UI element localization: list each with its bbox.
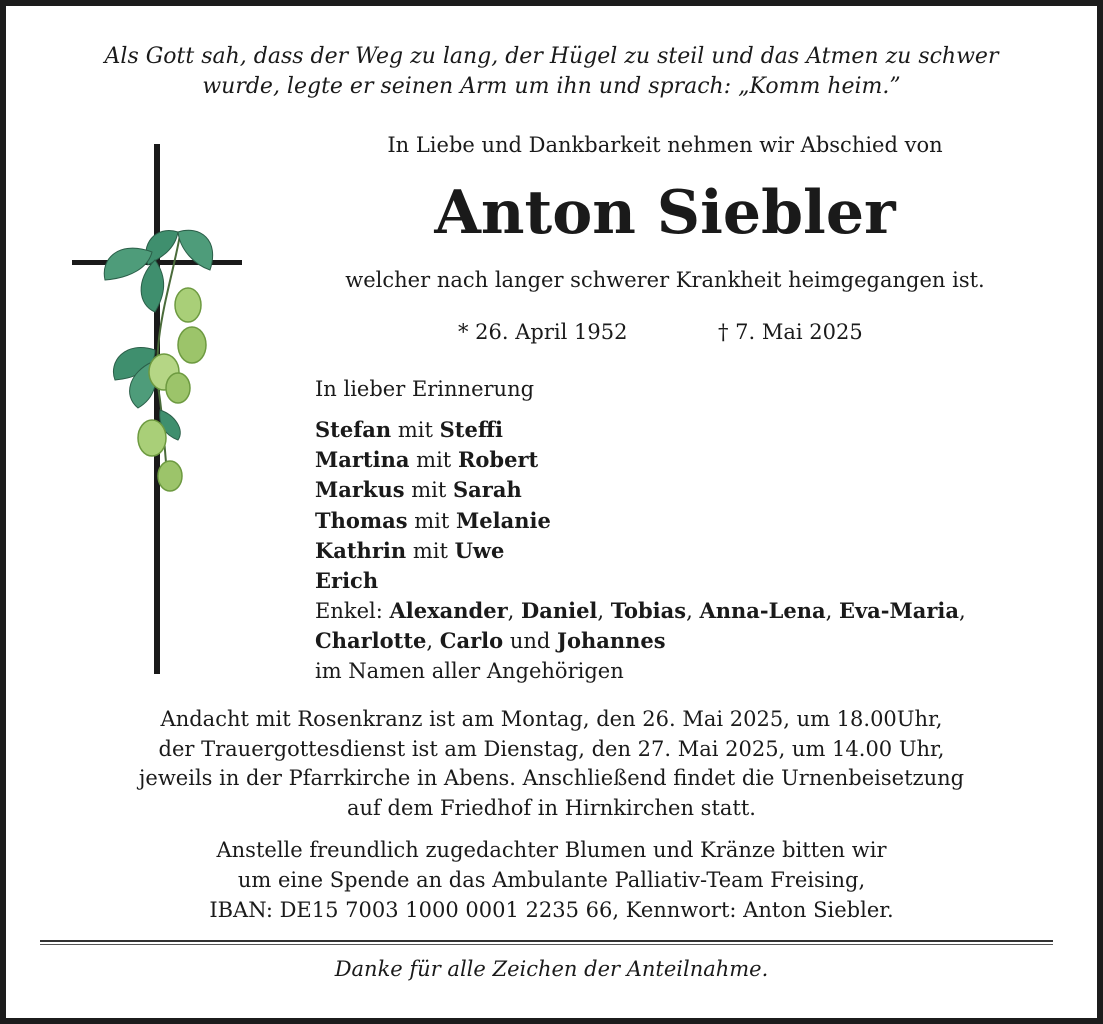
family-partner: Steffi (439, 417, 504, 442)
connector: mit (411, 478, 447, 503)
family-name: Thomas (315, 507, 408, 533)
family-line (315, 415, 1035, 445)
connector: mit (397, 418, 433, 442)
service-line: auf dem Friedhof in Hirnkirchen statt. (347, 795, 756, 820)
grandchildren-label: Enkel: (315, 599, 383, 624)
poem (40, 42, 1063, 102)
divider (40, 944, 1053, 945)
service-line: der Trauergottesdienst ist am Dienstag, den 27. Mai 2025, um 14.00 Uhr, (158, 736, 945, 761)
family-line (315, 566, 1035, 596)
family-partner: Uwe (454, 537, 505, 563)
family-name: Kathrin (315, 537, 407, 563)
poem-line-1: Als Gott sah, dass der Weg zu lang, der Hügel zu steil und das Atmen zu schwer (104, 44, 999, 69)
family-line (315, 475, 1035, 505)
death-date: † 7. Mai 2025 (718, 320, 863, 344)
connector: mit (416, 448, 452, 473)
connector: mit (412, 538, 448, 563)
family-line (315, 536, 1035, 566)
family-name: Erich (315, 568, 379, 594)
thanks-text: Danke für alle Zeichen der Anteilnahme. (334, 957, 769, 981)
grandchild-name: Daniel (521, 598, 598, 624)
family-line (315, 506, 1035, 536)
connector: und (509, 629, 551, 654)
donation-line: IBAN: DE15 7003 1000 0001 2235 66, Kennwort: Anton Siebler. (209, 898, 894, 922)
family-list (315, 415, 1035, 686)
family-line (315, 445, 1035, 475)
family-name: Martina (315, 447, 410, 473)
grandchildren-line: Charlotte, Carlo und Johannes (315, 628, 666, 654)
donation-info (40, 835, 1063, 925)
family-partner: Melanie (456, 507, 551, 533)
grandchild-name: Johannes (557, 628, 666, 654)
service-line: Andacht mit Rosenkranz ist am Montag, den 26. Mai 2025, um 18.00Uhr, (160, 707, 943, 731)
birth-date: * 26. April 1952 (458, 320, 628, 344)
connector: mit (414, 508, 450, 533)
grandchild-name: Alexander (389, 598, 508, 624)
family-name: Stefan (315, 417, 392, 442)
donation-line: um eine Spende an das Ambulante Palliativ-Team Freising, (237, 868, 866, 892)
family-partner: Sarah (453, 477, 522, 503)
subtitle-text: welcher nach langer schwerer Krankheit heimgegangen ist. (345, 268, 985, 292)
grandchild-name: Carlo (439, 628, 504, 654)
family-partner: Robert (457, 447, 539, 473)
intro-text: In Liebe und Dankbarkeit nehmen wir Abschied von (387, 133, 943, 157)
grandchild-name: Anna-Lena (699, 598, 826, 624)
grandchild-name: Eva-Maria (838, 598, 960, 624)
divider (40, 940, 1053, 942)
cross-with-hops-icon (60, 140, 250, 680)
deceased-name: Anton Siebler (434, 178, 896, 248)
grandchild-name: Tobias (610, 598, 687, 624)
remember-heading: In lieber Erinnerung (315, 377, 535, 401)
donation-line: Anstelle freundlich zugedachter Blumen und Kränze bitten wir (216, 838, 887, 862)
service-line: jeweils in der Pfarrkirche in Abens. Anschließend findet die Urnenbeisetzung (138, 766, 965, 790)
grandchild-name: Charlotte (315, 628, 427, 654)
service-info (40, 705, 1063, 823)
poem-line-2: wurde, legte er seinen Arm um ihn und sprach: „Komm heim.” (202, 74, 901, 99)
grandchildren-line: Enkel: Alexander, Daniel, Tobias, Anna-Lena, Eva-Maria, (315, 598, 966, 624)
relatives-line: im Namen aller Angehörigen (315, 658, 624, 683)
family-name: Markus (315, 477, 405, 503)
